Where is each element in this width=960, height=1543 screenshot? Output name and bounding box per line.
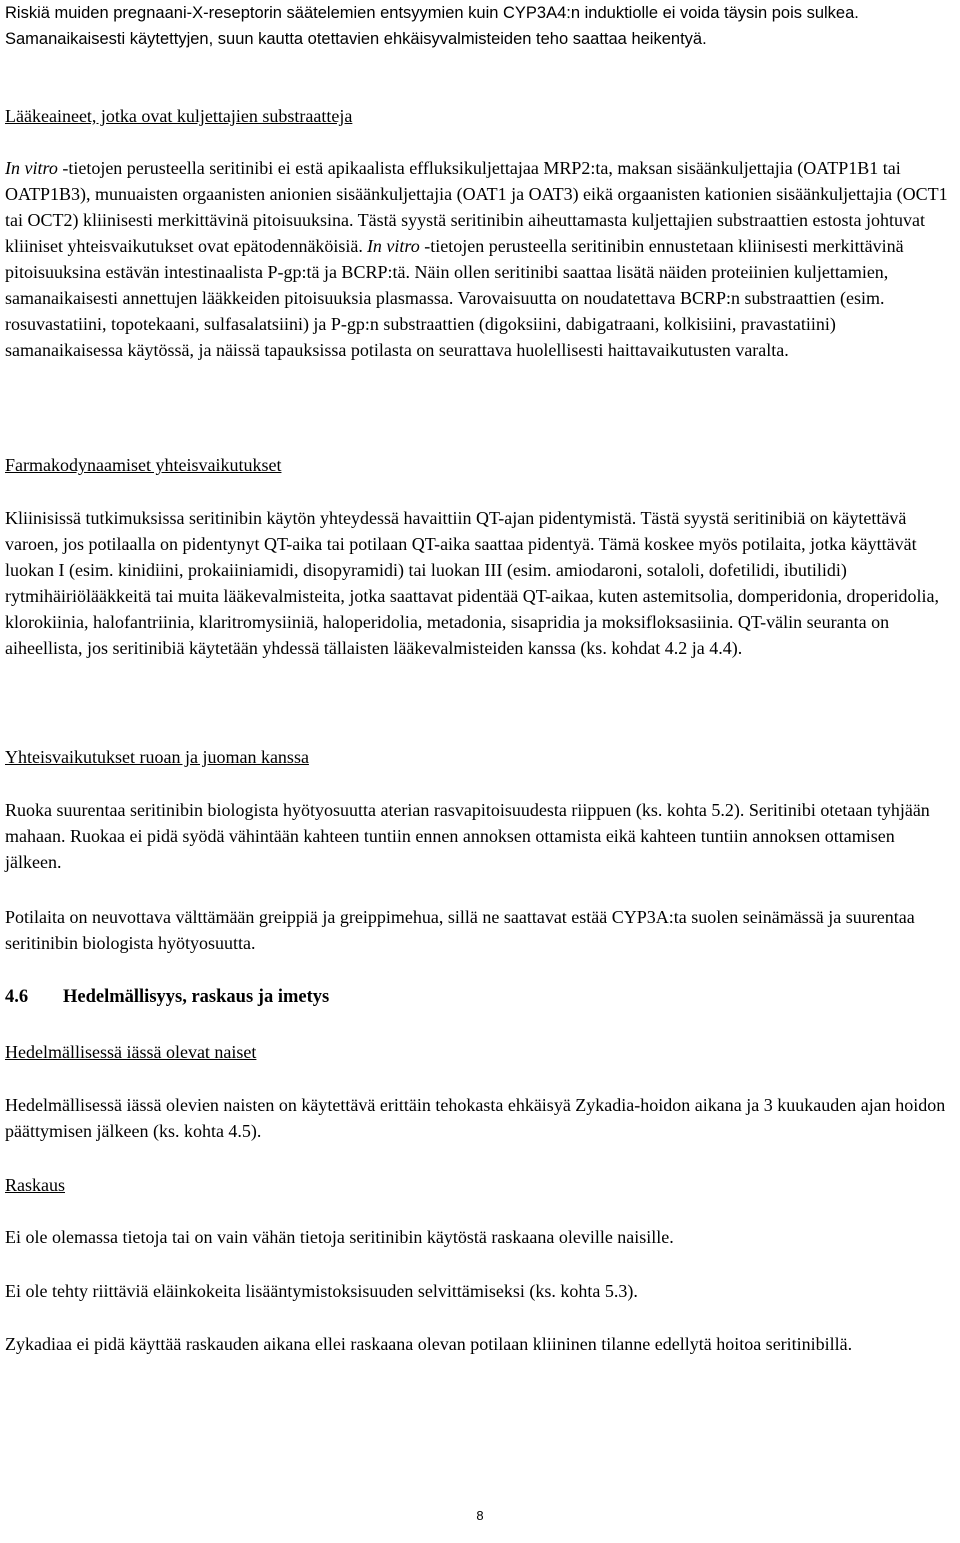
intro-sentence-2: Samanaikaisesti käytettyjen, suun kautta otettavien ehkäisyvalmisteiden teho saattaa heikentyä. [5,30,707,48]
fertile-women-paragraph: Hedelmällisessä iässä olevien naisten on käytettävä erittäin tehokasta ehkäisyä Zykadia-hoidon aikana ja 3 kuukauden ajan hoidon päättymisen jälkeen (ks. kohta 4.5). [5,1095,946,1141]
pregnancy-paragraph-1: Ei ole olemassa tietoja tai on vain vähän tietoja seritinibin käytöstä raskaana oleville naisille. [5,1227,674,1247]
section-4-6-heading [5,984,955,1010]
pharmacodynamic-paragraph: Kliinisissä tutkimuksissa seritinibin käytön yhteydessä havaittiin QT-ajan pidentymistä. Tästä syystä seritinibiä on käytettävä varoen, jos potilaalla on pidentynyt QT-aika tai potilaan QT-aika saattaa pidentyä. Tämä koskee myös potilaita, jotka käyttävät luokan I (esim. kinidiini, prokaiiniamidi, disopyramidi) tai luokan III (esim. amiodaroni, sotaloli, dofetilidi, ibutilidi) rytmihäiriölääkkeitä tai muita lääkevalmisteita, jotka saattavat pidentää QT-aikaa, kuten astemitsolia, domperidonia, droperidolia, klorokiinia, halofantriinia, klaritromysiiniä, haloperidolia, metadonia, sisapridia ja moksifloksasiinia. QT-välin seuranta on aiheellista, jos seritinibiä käytetään yhdessä tällaisten lääkevalmisteiden kanssa (ks. kohdat 4.2 ja 4.4). [5,508,940,658]
in-vitro-label-2: In vitro [366,236,420,256]
transporters-paragraph [5,155,955,363]
pregnancy-paragraph-2: Ei ole tehty riittäviä eläinkokeita lisääntymistoksisuuden selvittämiseksi (ks. kohta 5.3). [5,1281,638,1301]
transporters-text-b: Tästä syystä seritinibin aiheuttamasta kuljettajien substraattien estosta johtuvat kliiniset yhteisvaikutukset ovat epätodennäköisiä. [5,210,926,256]
intro-paragraph [5,0,955,52]
food-paragraph-1: Ruoka suurentaa seritinibin biologista hyötyosuutta aterian rasvapitoisuudesta riippuen (ks. kohta 5.2). Seritinibi otetaan tyhjään mahaan. Ruokaa ei pidä syödä vähintään kahteen tuntiin ennen annoksen ottamista eikä kahteen tuntiin annoksen ottamisen jälkeen. [5,800,930,872]
in-vitro-label: In vitro [5,158,58,178]
food-heading: Yhteisvaikutukset ruoan ja juoman kanssa [5,747,309,767]
pharmacodynamic-heading: Farmakodynaamiset yhteisvaikutukset [5,455,282,475]
transporters-heading: Lääkeaineet, jotka ovat kuljettajien substraatteja [5,106,353,126]
section-title: Hedelmällisyys, raskaus ja imetys [63,987,330,1007]
transporters-text-c: -tietojen perusteella seritinibin ennustetaan kliinisesti merkittävinä pitoisuuksina estävän intestinaalista P-gp:tä ja BCRP:tä. Näin ollen seritinibi saattaa lisätä näiden proteiinien kuljettamien, samanaikaisesti annettujen lääkkeiden pitoisuuksia plasmassa. Varovaisuutta on noudatettava BCRP:n substraattien (esim. rosuvastatiini, topotekaani, sulfasalatsiini) ja P-gp:n substraattien (digoksiini, dabigatraani, kolkisiini, pravastatiini) samanaikaisessa käytössä, ja näissä tapauksissa potilasta on seurattava huolellisesti haittavaikutusten varalta. [5,236,904,360]
pregnancy-heading: Raskaus [5,1175,65,1195]
pregnancy-paragraph-3: Zykadiaa ei pidä käyttää raskauden aikana ellei raskaana olevan potilaan kliininen tilanne edellytä hoitoa seritinibillä. [5,1334,853,1354]
transporters-text-a: -tietojen perusteella seritinibi ei estä apikaalista effluksikuljettajaa MRP2:ta, maksan sisäänkuljettajia (OATP1B1 tai OATP1B3), munuaisten orgaanisten anionien sisäänkuljettajia (OAT1 ja OAT3) eikä orgaanisten kationien sisäänkuljettajia (OCT1 tai OCT2) kliinisesti merkittävinä pitoisuuksina. [5,158,948,230]
fertile-women-heading: Hedelmällisessä iässä olevat naiset [5,1042,257,1062]
intro-sentence-1: Riskiä muiden pregnaani-X-reseptorin säätelemien entsyymien kuin CYP3A4:n induktiolle ei voida täysin pois sulkea. [5,4,859,22]
page-number: 8 [476,1508,484,1523]
food-paragraph-2: Potilaita on neuvottava välttämään greippiä ja greippimehua, sillä ne saattavat estää CYP3A:ta suolen seinämässä ja suurentaa seritinibin biologista hyötyosuutta. [5,907,915,953]
section-number: 4.6 [5,987,29,1007]
